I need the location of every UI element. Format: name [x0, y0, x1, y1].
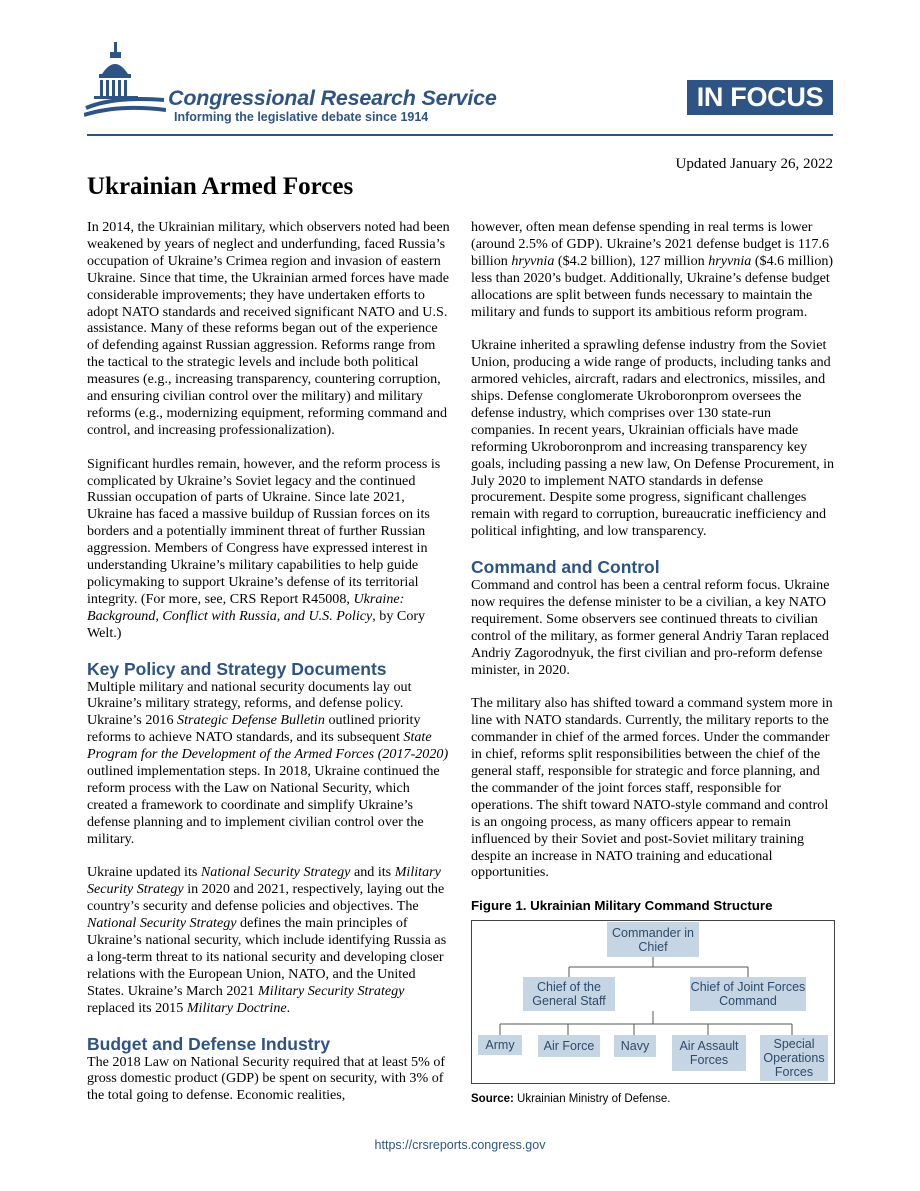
- section-heading-key-documents: Key Policy and Strategy Documents: [87, 658, 387, 679]
- page-title: Ukrainian Armed Forces: [87, 173, 354, 200]
- hurdles-paragraph: Significant hurdles remain, however, and the reform process is complicated by Ukraine’s Soviet legacy and the continued Russian occupation of parts of Ukraine. Since late 2021, Ukraine has faced a massive buildup of Russian forces on its borders and a potentially imminent threat of further Russian aggression. Members of Congress have expressed interest in understanding Ukraine’s military capabilities to help guide policymaking to support Ukraine’s defense of its territorial integrity. (For more, see, CRS Report R45008, Ukraine: Background, Conflict with Russia, and U.S. Policy, by Cory Welt.): [87, 455, 441, 641]
- updated-date: Updated January 26, 2022: [675, 156, 833, 172]
- org-name: Congressional Research Service: [168, 86, 497, 110]
- air-force-box: Air Force: [538, 1035, 600, 1057]
- budget-paragraph: The 2018 Law on National Security required that at least 5% of gross domestic product (GDP) be spent on security, with 3% of the total going to defense. Economic realities,: [87, 1053, 446, 1104]
- section-heading-budget: Budget and Defense Industry: [87, 1033, 331, 1054]
- commander-in-chief-box: Commander in Chief: [607, 922, 699, 957]
- navy-box: Navy: [614, 1035, 656, 1057]
- intro-paragraph: In 2014, the Ukrainian military, which observers noted had been weakened by years of neglect and underfunding, faced Russia’s occupation of Ukraine’s Crimea region and invasion of eastern Ukraine. Since that time, the Ukrainian armed forces have made considerable improvements; they have undertaken efforts to adopt NATO standards and received significant NATO and U.S. assistance. Many of these reforms began out of the experience of defending against Russian aggression. Reforms range from the tactical to the strategic levels and include both political measures (e.g., increasing transparency, countering corruption, and ensuring civilian control over the military) and military reforms (e.g., modernizing equipment, reforming command and control, and increasing professionalization).: [87, 219, 450, 438]
- header-divider: [87, 134, 833, 136]
- air-assault-forces-box: Air Assault Forces: [672, 1035, 746, 1071]
- general-staff-box: Chief of the General Staff: [523, 977, 615, 1011]
- command-paragraph-2: The military also has shifted toward a command system more in line with NATO standards. Currently, the military reports to the commander in chief of the armed forces. Under the commander in chief, reforms split responsibilities between the chief of the general staff, responsible for strategic and force planning, and the commander of the joint forces staff, responsible for operations. The shift toward NATO-style command and control is an ongoing process, as many officers appear to remain influenced by their Soviet and post-Soviet military training despite an increase in NATO training and educational opportunities.: [471, 695, 833, 881]
- section-heading-command: Command and Control: [471, 557, 660, 578]
- org-tagline: Informing the legislative debate since 1914: [174, 110, 429, 124]
- left-column: [87, 219, 451, 1104]
- figure-source: Source: Ukrainian Ministry of Defense.: [471, 1093, 671, 1106]
- army-box: Army: [478, 1035, 522, 1055]
- footer-link[interactable]: https://crsreports.congress.gov: [374, 1138, 546, 1152]
- special-operations-forces-box: Special Operations Forces: [760, 1035, 828, 1081]
- right-column: [471, 219, 835, 1108]
- command-paragraph-1: Command and control has been a central reform focus. Ukraine now requires the defense minister to be a civilian, a key NATO requirement. Some observers see continued threats to civilian control of the military, as former general Andriy Taran replaced Andriy Zagorodnyuk, the first civilian and pro-reform defense minister, in 2020.: [471, 577, 830, 678]
- industry-paragraph: Ukraine inherited a sprawling defense industry from the Soviet Union, producing a wide range of products, including tanks and armored vehicles, aircraft, radars and electronics, missiles, and ships. Defense conglomerate Ukroboronprom oversees the defense industry, which comprises over 130 state-run companies. In recent years, Ukrainian officials have made reforming Ukroboronprom and increasing transparency key goals, including passing a new law, On Defense Procurement, in July 2020 to implement NATO standards in defense procurement. Despite some progress, significant challenges remain with regard to corruption, bureaucratic inefficiency and political infighting, and low transparency.: [471, 337, 835, 540]
- strategy-paragraph: Ukraine updated its National Security Strategy and its Military Security Strategy in 2020 and 2021, respectively, laying out the country’s security and defense policies and objectives. The National Security Strategy defines the main principles of Ukraine’s national security, which include identifying Russia as a long-term threat to its national security and developing closer relations with the European Union, NATO, and the United States. Ukraine’s March 2021 Military Security Strategy replaced its 2015 Military Doctrine.: [87, 864, 447, 1016]
- command-structure-diagram: [471, 920, 835, 1084]
- in-focus-badge: IN FOCUS: [687, 80, 833, 115]
- documents-paragraph: Multiple military and national security documents lay out Ukraine’s military strategy, reforms, and defense policy. Ukraine’s 2016 Strategic Defense Bulletin outlined priority reforms to achieve NATO standards, and its subsequent State Program for the Development of the Armed Forces (2017-2020) outlined implementation steps. In 2018, Ukraine continued the reform process with the Law on National Security, which created a framework to coordinate and simplify Ukraine’s defense planning and to implement civilian control over the military.: [87, 678, 449, 847]
- capitol-dome-logo: [84, 40, 166, 120]
- joint-forces-command-box: Chief of Joint Forces Command: [690, 977, 806, 1011]
- budget-continued-paragraph: however, often mean defense spending in real terms is lower (around 2.5% of GDP). Ukraine’s 2021 defense budget is 117.6 billion hryvnia ($4.2 billion), 127 million hryvnia ($4.6 million) less than 2020’s budget. Additionally, Ukraine’s defense budget allocations are split between funds necessary to maintain the military and funds to support its ambitious reform program.: [471, 219, 834, 320]
- figure-caption: Figure 1. Ukrainian Military Command Structure: [471, 898, 773, 914]
